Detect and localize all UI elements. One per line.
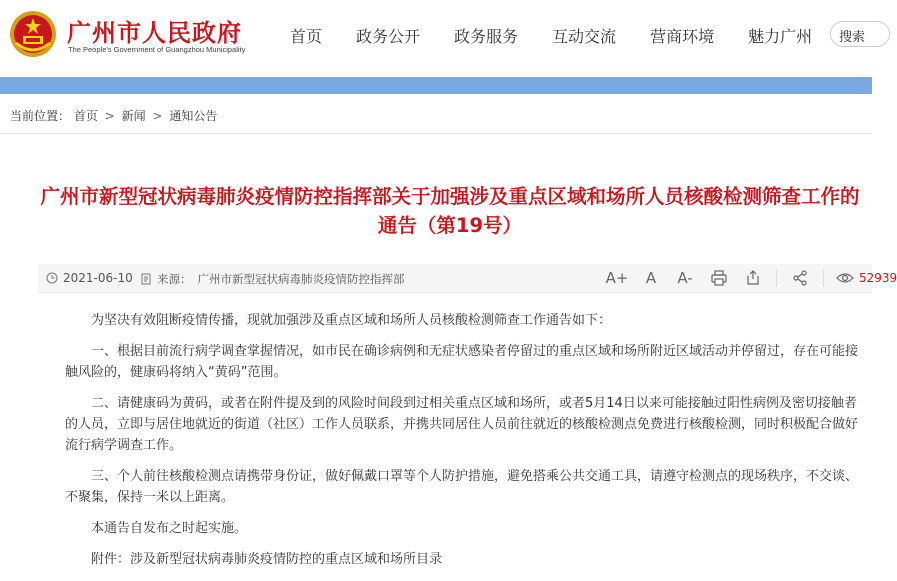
- nav-gov-services[interactable]: 政务服务: [454, 27, 519, 46]
- font-normal-button[interactable]: A: [645, 269, 657, 287]
- article-info-bar: [38, 264, 897, 293]
- site-header: [0, 0, 872, 70]
- font-smaller-button[interactable]: A-: [677, 269, 693, 287]
- breadcrumb: [10, 107, 217, 124]
- attachment-link[interactable]: 附件：涉及新型冠状病毒肺炎疫情防控的重点区域和场所目录: [91, 552, 443, 567]
- source-name: 广州市新型冠状病毒肺炎疫情防控指挥部: [197, 272, 405, 286]
- search-button[interactable]: 搜索: [830, 21, 890, 47]
- share-icon: [792, 270, 808, 286]
- export-button[interactable]: [742, 268, 764, 288]
- print-button[interactable]: [708, 268, 730, 288]
- nav-charm-guangzhou[interactable]: 魅力广州: [748, 27, 813, 46]
- breadcrumb-separator: >: [104, 109, 115, 123]
- article-paragraph: 本通告自发布之时起实施。: [91, 521, 248, 536]
- view-count: [836, 271, 897, 285]
- eye-icon: [836, 272, 854, 284]
- nav-gov-affairs-open[interactable]: 政务公开: [356, 27, 421, 46]
- site-subtitle: The People's Government of Guangzhou Municipality: [68, 45, 246, 54]
- source-label: 来源：: [157, 272, 192, 286]
- export-icon: [745, 270, 761, 286]
- article-date: [46, 271, 133, 285]
- article-title: 广州市新型冠状病毒肺炎疫情防控指挥部关于加强涉及重点区域和场所人员核酸检测筛查工作的通告（第19号）: [40, 185, 860, 237]
- toolbar-divider: [776, 269, 777, 287]
- toolbar-divider: [823, 269, 824, 287]
- view-count-number: 52939: [859, 271, 897, 285]
- breadcrumb-divider: [0, 133, 872, 134]
- breadcrumb-prefix: 当前位置：: [10, 109, 71, 123]
- article-paragraph: 三、个人前往核酸检测点请携带身份证，做好佩戴口罩等个人防护措施，避免搭乘公共交通工具，请遵守检测点的现场秩序，不交谈、不聚集，保持一米以上距离。: [65, 469, 859, 505]
- main-nav: [270, 24, 846, 46]
- article-tools: [606, 268, 897, 288]
- breadcrumb-notices[interactable]: 通知公告: [169, 109, 218, 123]
- nav-business-environment[interactable]: 营商环境: [650, 27, 715, 46]
- print-icon: [711, 270, 727, 286]
- header-banner-strip: [0, 77, 872, 94]
- document-icon: [140, 273, 152, 285]
- clock-icon: [46, 272, 58, 284]
- article-body: [65, 310, 863, 580]
- breadcrumb-news[interactable]: 新闻: [121, 109, 146, 123]
- article-paragraph: 二、请健康码为黄码，或者在附件提及到的风险时间段到过相关重点区域和场所，或者5月14日以来可能接触过阳性病例及密切接触者的人员，立即与居住地就近的街道（社区）工作人员联系，并携共同居住人员前往就近的核酸检测点免费进行核酸检测，同时积极配合做好流行病学调查工作。: [65, 396, 859, 453]
- article-date-text: 2021-06-10: [63, 271, 133, 285]
- breadcrumb-home[interactable]: 首页: [73, 109, 98, 123]
- breadcrumb-separator: >: [152, 109, 163, 123]
- site-title[interactable]: 广州市人民政府: [67, 19, 242, 47]
- article-paragraph: 为坚决有效阻断疫情传播，现就加强涉及重点区域和场所人员核酸检测筛查工作通告如下：: [91, 313, 612, 328]
- font-larger-button[interactable]: A+: [605, 269, 629, 287]
- national-emblem-icon[interactable]: [8, 9, 58, 59]
- nav-interaction[interactable]: 互动交流: [552, 27, 617, 46]
- share-button[interactable]: [789, 268, 811, 288]
- article-source: [140, 271, 405, 287]
- article-paragraph: 一、根据目前流行病学调查掌握情况，如市民在确诊病例和无症状感染者停留过的重点区域和场所附近区域活动并停留过，存在可能接触风险的，健康码将纳入“黄码”范围。: [65, 344, 859, 380]
- nav-home[interactable]: 首页: [290, 27, 323, 46]
